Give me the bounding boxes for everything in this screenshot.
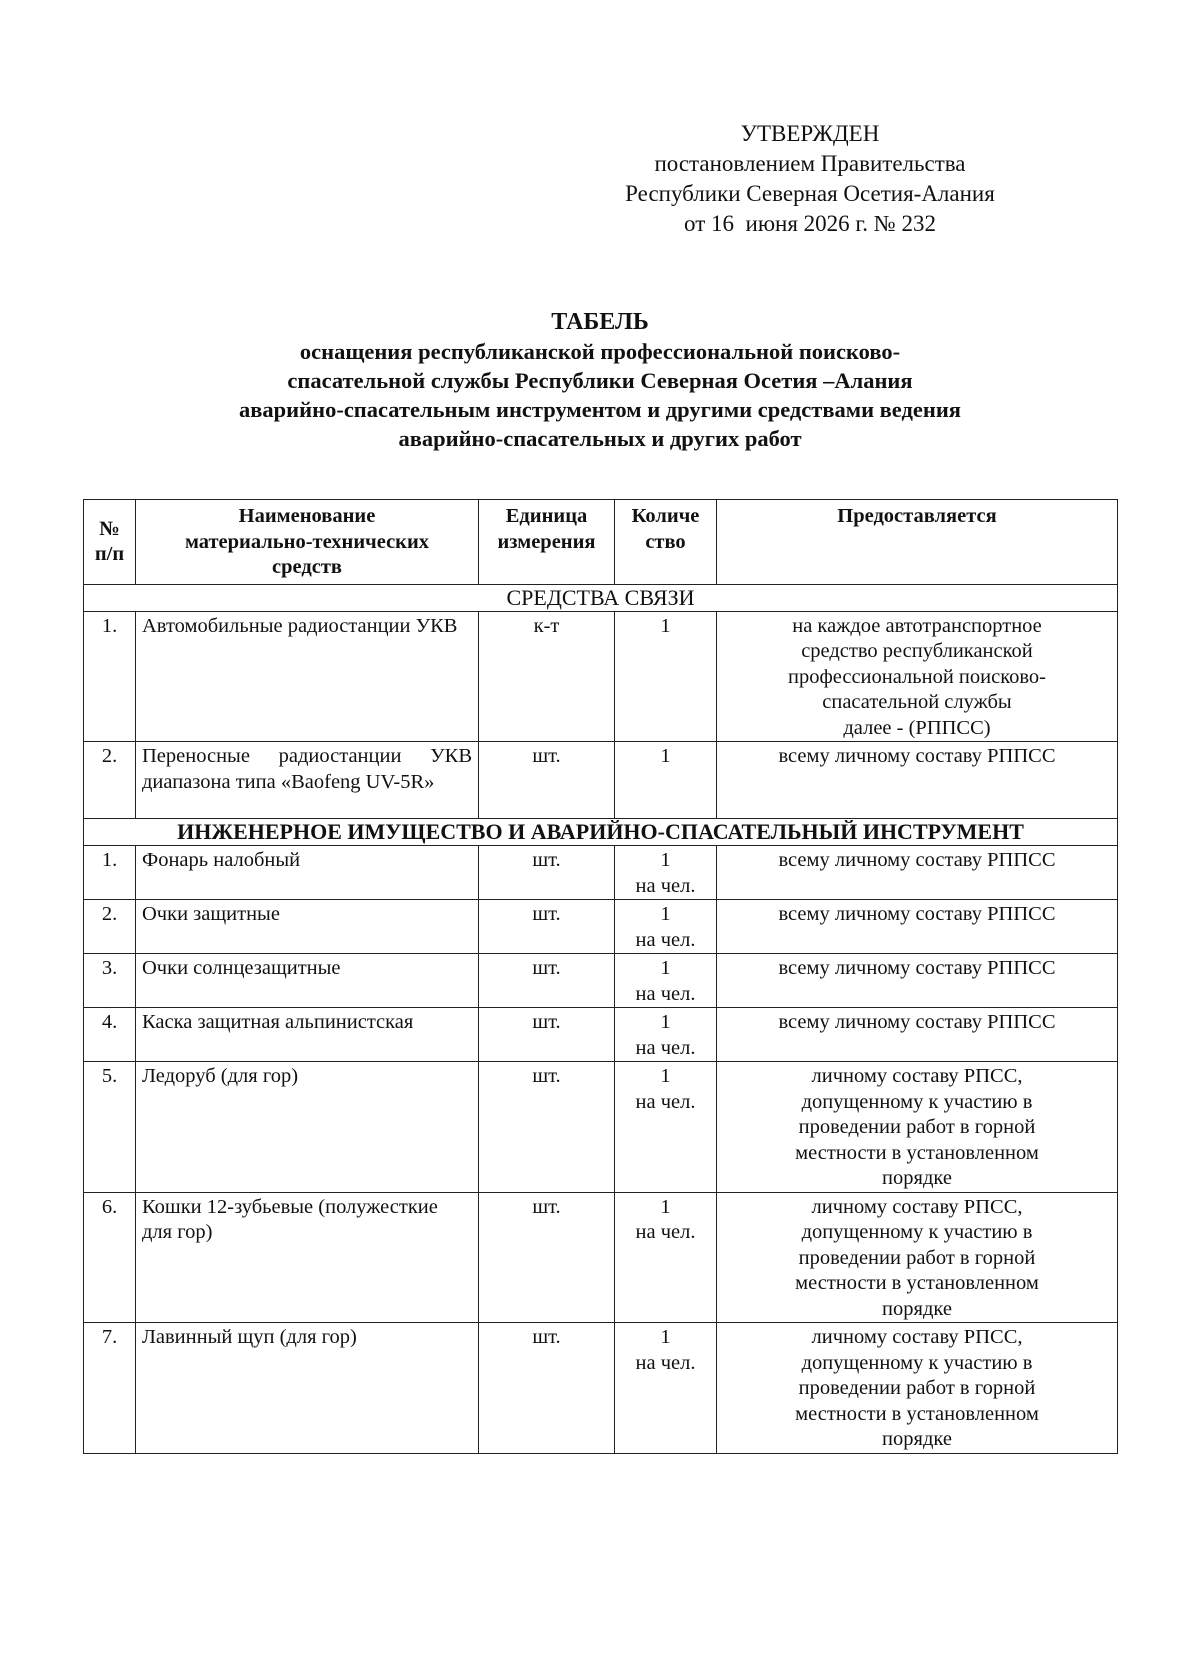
table-header-row bbox=[84, 500, 1118, 585]
table-row bbox=[84, 954, 1118, 1008]
header-num: № п/п bbox=[84, 500, 136, 585]
row-provided: всему личному составу РППСС bbox=[717, 846, 1118, 900]
title-subtitle: аварийно-спасательных и других работ bbox=[398, 426, 802, 451]
row-unit: шт. bbox=[479, 1323, 615, 1454]
row-name: Очки солнцезащитные bbox=[136, 954, 479, 1008]
row-num: 1. bbox=[84, 846, 136, 900]
row-name: Очки защитные bbox=[136, 900, 479, 954]
approval-date: от 16 июня 2026 г. № 232 bbox=[684, 211, 936, 236]
section-row bbox=[84, 584, 1118, 611]
row-qty: 1 на чел. bbox=[615, 846, 717, 900]
row-provided: личному составу РПСС, допущенному к участию в проведении работ в горной местности в установленном порядке bbox=[717, 1323, 1118, 1454]
row-qty: 1 на чел. bbox=[615, 954, 717, 1008]
row-unit: шт. bbox=[479, 1192, 615, 1323]
row-num: 5. bbox=[84, 1062, 136, 1193]
header-name: Наименование материально-технических средств bbox=[136, 500, 479, 585]
row-unit: к-т bbox=[479, 611, 615, 742]
row-name: Кошки 12-зубьевые (полужесткие для гор) bbox=[136, 1192, 479, 1323]
row-qty: 1 на чел. bbox=[615, 1062, 717, 1193]
row-qty: 1 на чел. bbox=[615, 1192, 717, 1323]
table-row bbox=[84, 1323, 1118, 1454]
row-unit: шт. bbox=[479, 900, 615, 954]
table-row bbox=[84, 846, 1118, 900]
row-num: 6. bbox=[84, 1192, 136, 1323]
row-qty: 1 на чел. bbox=[615, 1323, 717, 1454]
title-subtitle: спасательной службы Республики Северная Осетия –Алания bbox=[287, 368, 913, 393]
row-unit: шт. bbox=[479, 1062, 615, 1193]
approval-line: Республики Северная Осетия-Алания bbox=[625, 181, 995, 206]
row-qty: 1 bbox=[615, 742, 717, 819]
row-provided: всему личному составу РППСС bbox=[717, 900, 1118, 954]
row-provided: всему личному составу РППСС bbox=[717, 954, 1118, 1008]
table-row bbox=[84, 900, 1118, 954]
header-provided: Предоставляется bbox=[717, 500, 1118, 585]
row-provided: всему личному составу РППСС bbox=[717, 1008, 1118, 1062]
row-provided: всему личному составу РППСС bbox=[717, 742, 1118, 819]
row-unit: шт. bbox=[479, 742, 615, 819]
equipment-table bbox=[83, 499, 1118, 1454]
row-provided: личному составу РПСС, допущенному к участию в проведении работ в горной местности в установленном порядке bbox=[717, 1062, 1118, 1193]
row-name: Каска защитная альпинистская bbox=[136, 1008, 479, 1062]
row-name: Лавинный щуп (для гор) bbox=[136, 1323, 479, 1454]
row-provided: личному составу РПСС, допущенному к участию в проведении работ в горной местности в установленном порядке bbox=[717, 1192, 1118, 1323]
header-unit: Единица измерения bbox=[479, 500, 615, 585]
section-title: СРЕДСТВА СВЯЗИ bbox=[84, 584, 1118, 611]
row-name: Ледоруб (для гор) bbox=[136, 1062, 479, 1193]
table-row bbox=[84, 611, 1118, 742]
row-num: 3. bbox=[84, 954, 136, 1008]
section-title: ИНЖЕНЕРНОЕ ИМУЩЕСТВО И АВАРИЙНО-СПАСАТЕЛЬНЫЙ ИНСТРУМЕНТ bbox=[84, 819, 1118, 846]
table-row bbox=[84, 1192, 1118, 1323]
section-row bbox=[84, 819, 1118, 846]
row-unit: шт. bbox=[479, 1008, 615, 1062]
header-qty: Количе ство bbox=[615, 500, 717, 585]
approval-line: постановлением Правительства bbox=[654, 151, 966, 176]
row-unit: шт. bbox=[479, 954, 615, 1008]
approval-title: УТВЕРЖДЕН bbox=[740, 121, 880, 146]
title-subtitle: аварийно-спасательным инструментом и другими средствами ведения bbox=[239, 397, 961, 422]
row-qty: 1 на чел. bbox=[615, 1008, 717, 1062]
table-row bbox=[84, 742, 1118, 819]
row-unit: шт. bbox=[479, 846, 615, 900]
row-num: 2. bbox=[84, 742, 136, 819]
row-qty: 1 на чел. bbox=[615, 900, 717, 954]
row-num: 7. bbox=[84, 1323, 136, 1454]
title-subtitle: оснащения республиканской профессиональной поисково- bbox=[299, 339, 901, 364]
table-row bbox=[84, 1008, 1118, 1062]
row-qty: 1 bbox=[615, 611, 717, 742]
row-num: 4. bbox=[84, 1008, 136, 1062]
table-row bbox=[84, 1062, 1118, 1193]
row-num: 1. bbox=[84, 611, 136, 742]
title-main: ТАБЕЛЬ bbox=[551, 309, 649, 335]
document-title bbox=[60, 308, 1140, 453]
row-name: Переносные радиостанции УКВ диапазона типа «Baofeng UV-5R» bbox=[136, 742, 479, 819]
row-name: Автомобильные радиостанции УКВ bbox=[136, 611, 479, 742]
row-num: 2. bbox=[84, 900, 136, 954]
row-provided: на каждое автотранспортное средство республиканской профессиональной поисково- спасательной службы далее - (РППСС) bbox=[717, 611, 1118, 742]
row-name: Фонарь налобный bbox=[136, 846, 479, 900]
approval-stamp bbox=[560, 119, 1060, 239]
